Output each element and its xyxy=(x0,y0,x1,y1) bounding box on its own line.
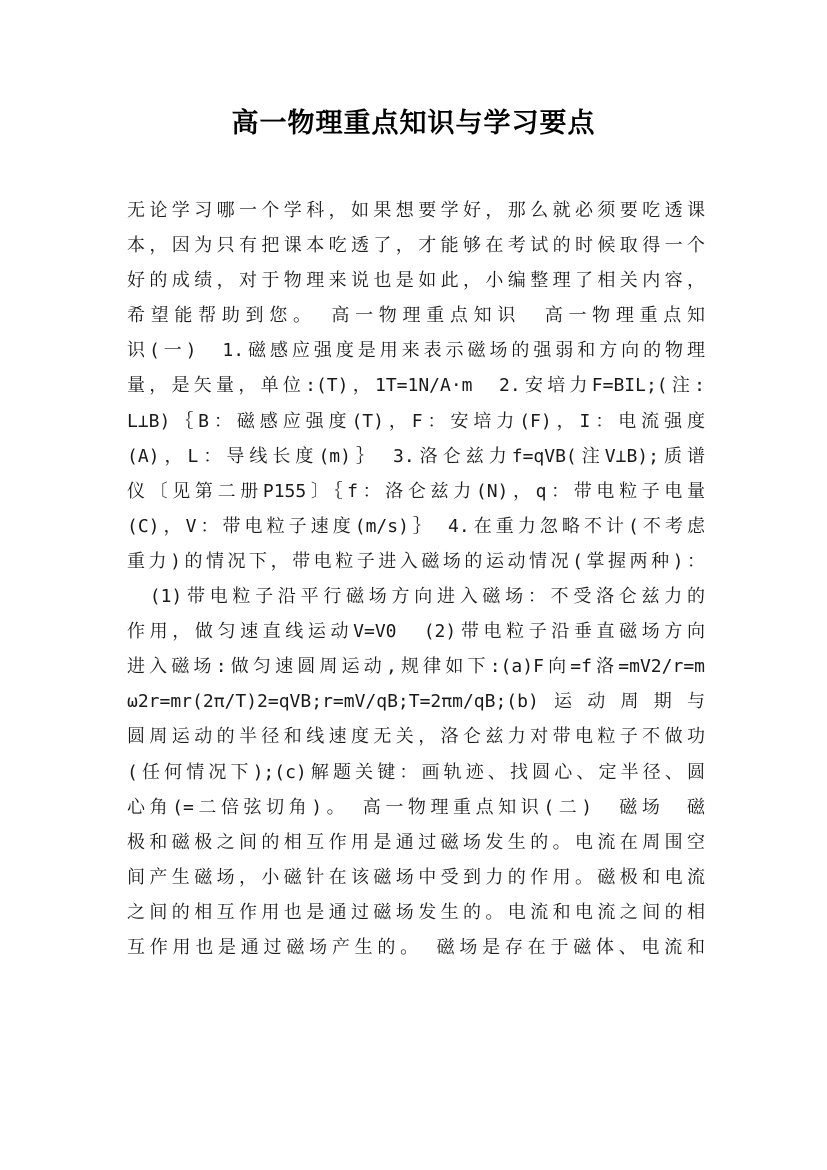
body-line: 希望能帮助到您。 高一物理重点知识 高一物理重点知 xyxy=(127,305,705,327)
body-line: 识(一) 1.磁感应强度是用来表示磁场的强弱和方向的物理 xyxy=(127,340,705,362)
body-line: 仪〔见第二册P155〕｛f：洛仑兹力(N)，q：带电粒子电量 xyxy=(127,480,705,502)
body-line: 互作用也是通过磁场产生的。 磁场是存在于磁体、电流和 xyxy=(127,936,705,958)
body-line: 重力)的情况下，带电粒子进入磁场的运动情况(掌握两种)： xyxy=(127,550,705,572)
body-line: L⊥B)｛B：磁感应强度(T)，F：安培力(F)，I：电流强度 xyxy=(127,410,705,432)
body-line: 无论学习哪一个学科，如果想要学好，那么就必须要吃透课 xyxy=(127,200,705,221)
body-line: (A)，L：导线长度(m)｝ 3.洛仑兹力f=qVB(注V⊥B);质谱 xyxy=(127,445,705,467)
body-line: ω2r=mr(2π/T)2=qVB;r=mV/qB;T=2πm/qB;(b)运动周期与 xyxy=(127,691,705,713)
document-body xyxy=(127,193,705,965)
body-line: 好的成绩，对于物理来说也是如此，小编整理了相关内容， xyxy=(127,270,705,292)
body-line: 进入磁场:做匀速圆周运动,规律如下:(a)F向=f洛=mV2/r=m xyxy=(127,656,705,678)
body-line: 量，是矢量，单位:(T)，1T=1N/A·m 2.安培力F=BIL;(注: xyxy=(127,375,705,397)
body-line: 之间的相互作用也是通过磁场发生的。电流和电流之间的相 xyxy=(127,901,705,923)
document-title: 高一物理重点知识与学习要点 xyxy=(231,108,596,139)
body-line: 心角(=二倍弦切角)。 高一物理重点知识(二) 磁场 磁 xyxy=(127,796,705,818)
body-line: 间产生磁场，小磁针在该磁场中受到力的作用。磁极和电流 xyxy=(127,866,705,888)
body-line: (C)，V：带电粒子速度(m/s)｝ 4.在重力忽略不计(不考虑 xyxy=(127,515,705,537)
body-line: (任何情况下);(c)解题关键：画轨迹、找圆心、定半径、圆 xyxy=(127,761,705,783)
body-line: 本，因为只有把课本吃透了，才能够在考试的时候取得一个 xyxy=(127,235,705,257)
body-line: (1)带电粒子沿平行磁场方向进入磁场：不受洛仑兹力的 xyxy=(127,586,705,608)
body-line: 极和磁极之间的相互作用是通过磁场发生的。电流在周围空 xyxy=(127,831,705,853)
body-line: 圆周运动的半径和线速度无关，洛仑兹力对带电粒子不做功 xyxy=(127,726,705,748)
body-line: 作用，做匀速直线运动V=V0 (2)带电粒子沿垂直磁场方向 xyxy=(127,621,705,643)
